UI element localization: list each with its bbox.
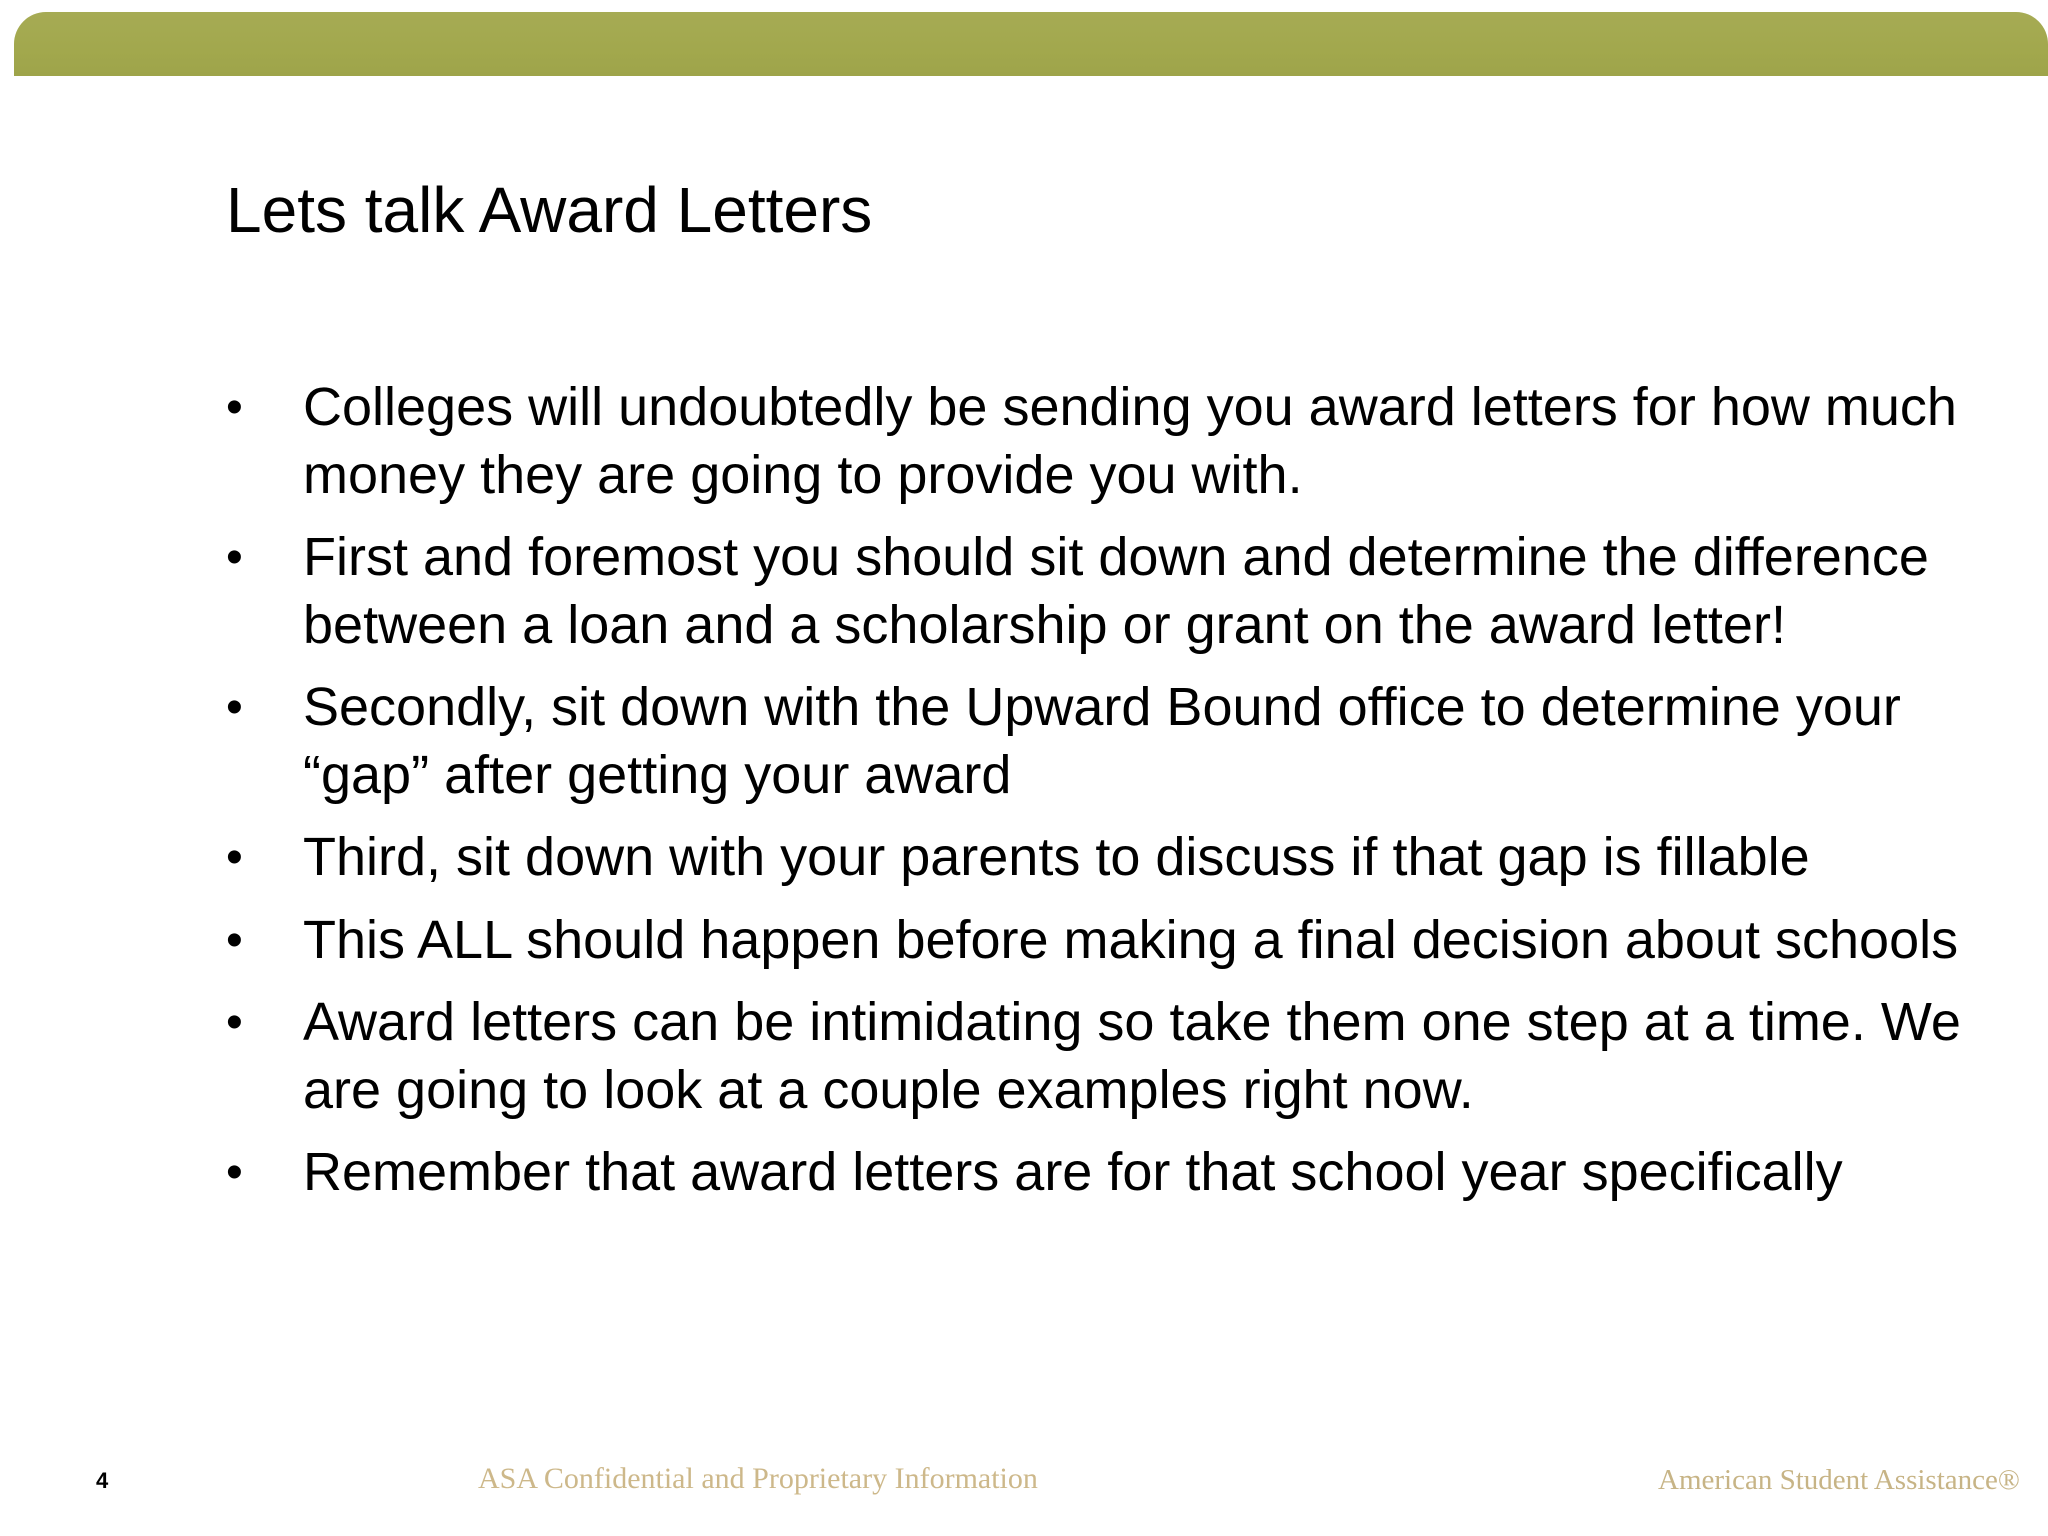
bullet-item: [226, 674, 2026, 809]
bullet-item: [226, 1139, 2026, 1207]
bullet-dot: •: [226, 681, 243, 734]
bullet-text: Remember that award letters are for that school year specifically: [303, 1142, 1843, 1202]
bullet-text: First and foremost you should sit down and determine the difference between a loan and a scholarship or grant on the award letter!: [303, 527, 1929, 655]
header-bar: [14, 12, 2048, 76]
bullet-dot: •: [226, 913, 243, 967]
bullet-dot: •: [226, 831, 243, 884]
bullet-text: Secondly, sit down with the Upward Bound office to determine your “gap” after getting your award: [303, 677, 1901, 805]
confidential-notice: ASA Confidential and Proprietary Information: [478, 1462, 1038, 1495]
bullet-text: Colleges will undoubtedly be sending you award letters for how much money they are going to provide you with.: [303, 377, 1957, 505]
page-number: 4: [96, 1468, 109, 1493]
brand-logo-text: American Student Assistance®: [1658, 1464, 2020, 1496]
bullet-list: [226, 374, 2026, 1222]
bullet-item: [226, 524, 2026, 659]
bullet-dot: •: [226, 381, 243, 434]
bullet-dot: •: [226, 531, 243, 584]
bullet-text: Award letters can be intimidating so take them one step at a time. We are going to look at a couple examples right now.: [303, 992, 1961, 1120]
bullet-dot: •: [226, 996, 243, 1049]
bullet-text: Third, sit down with your parents to discuss if that gap is fillable: [303, 827, 1810, 887]
slide-title: Lets talk Award Letters: [226, 174, 873, 246]
bullet-text: This ALL should happen before making a final decision about schools: [303, 909, 1959, 970]
bullet-item: [226, 907, 2026, 975]
bullet-item: [226, 824, 2026, 892]
bullet-item: [226, 989, 2026, 1124]
bullet-dot: •: [226, 1146, 243, 1199]
bullet-item: [226, 374, 2026, 509]
